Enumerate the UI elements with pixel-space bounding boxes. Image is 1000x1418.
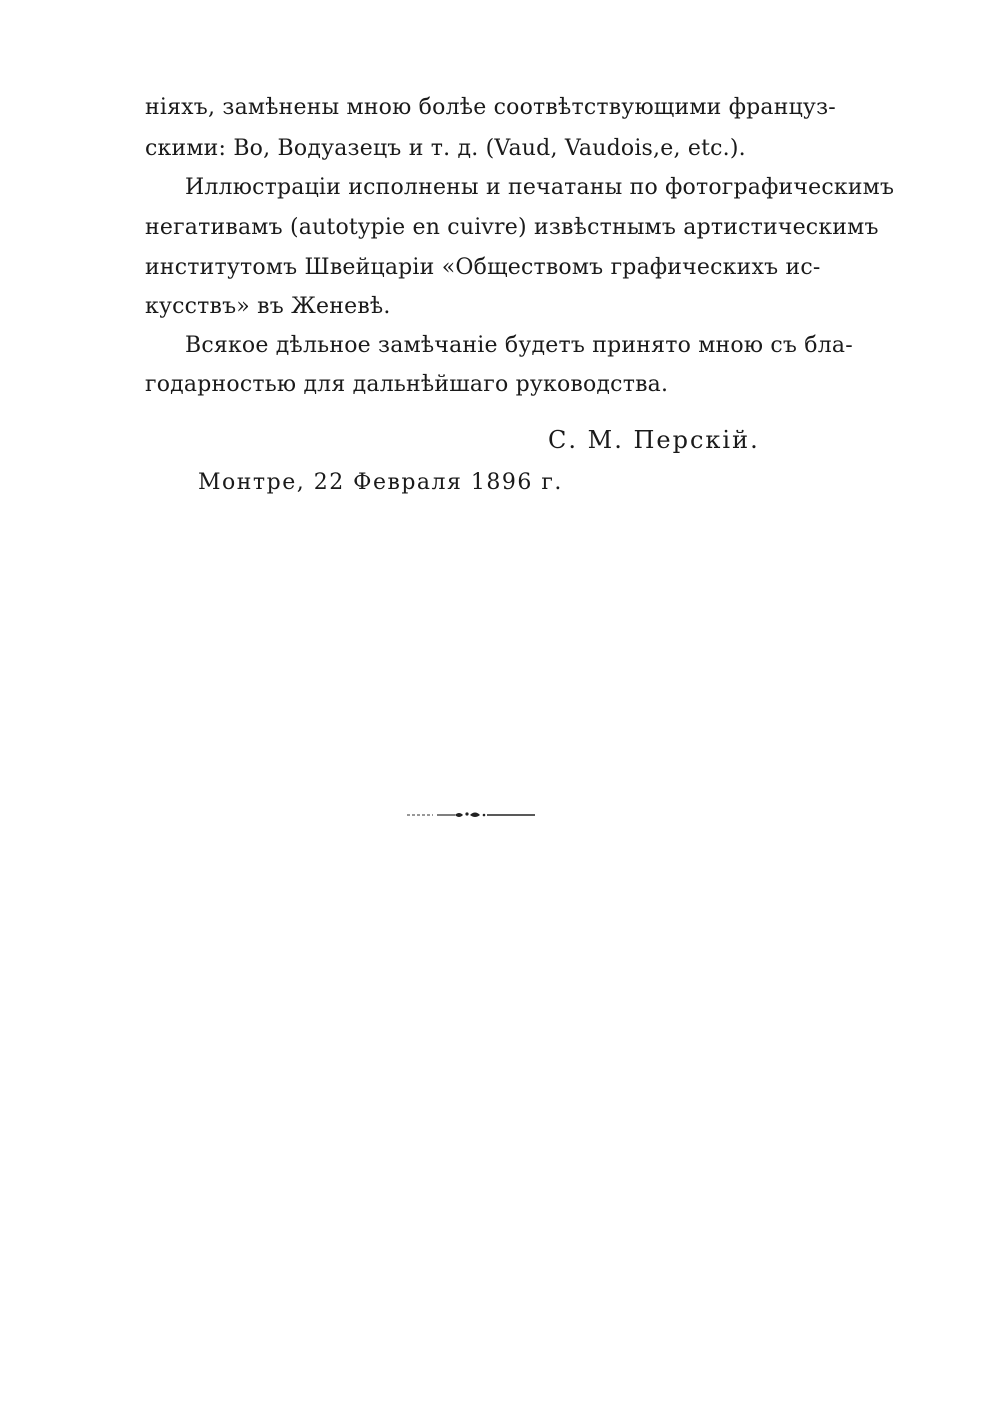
place-and-date: Монтре, 22 Февраля 1896 г. [198, 470, 563, 495]
paragraph-1-line-2: скими: Во, Водуазецъ и т. д. (Vaud, Vaudois,e, etc.). [145, 136, 746, 161]
end-ornament-icon [405, 806, 537, 822]
author-signature: С. М. Перскій. [548, 426, 760, 454]
paragraph-2-line-3: институтомъ Швейцаріи «Обществомъ графическихъ ис- [145, 255, 821, 280]
paragraph-2-line-4: кусствъ» въ Женевѣ. [145, 294, 391, 319]
paragraph-2-line-1: Иллюстраціи исполнены и печатаны по фотографическимъ [185, 175, 895, 200]
paragraph-1-line-1: ніяхъ, замѣнены мною болѣе соотвѣтствующими француз- [145, 95, 836, 120]
paragraph-2-line-2: негативамъ (autotypie en cuivre) извѣстнымъ артистическимъ [145, 215, 879, 240]
paragraph-3-line-2: годарностью для дальнѣйшаго руководства. [145, 372, 669, 397]
paragraph-3-line-1: Всякое дѣльное замѣчаніе будетъ принято мною съ бла- [185, 333, 853, 358]
